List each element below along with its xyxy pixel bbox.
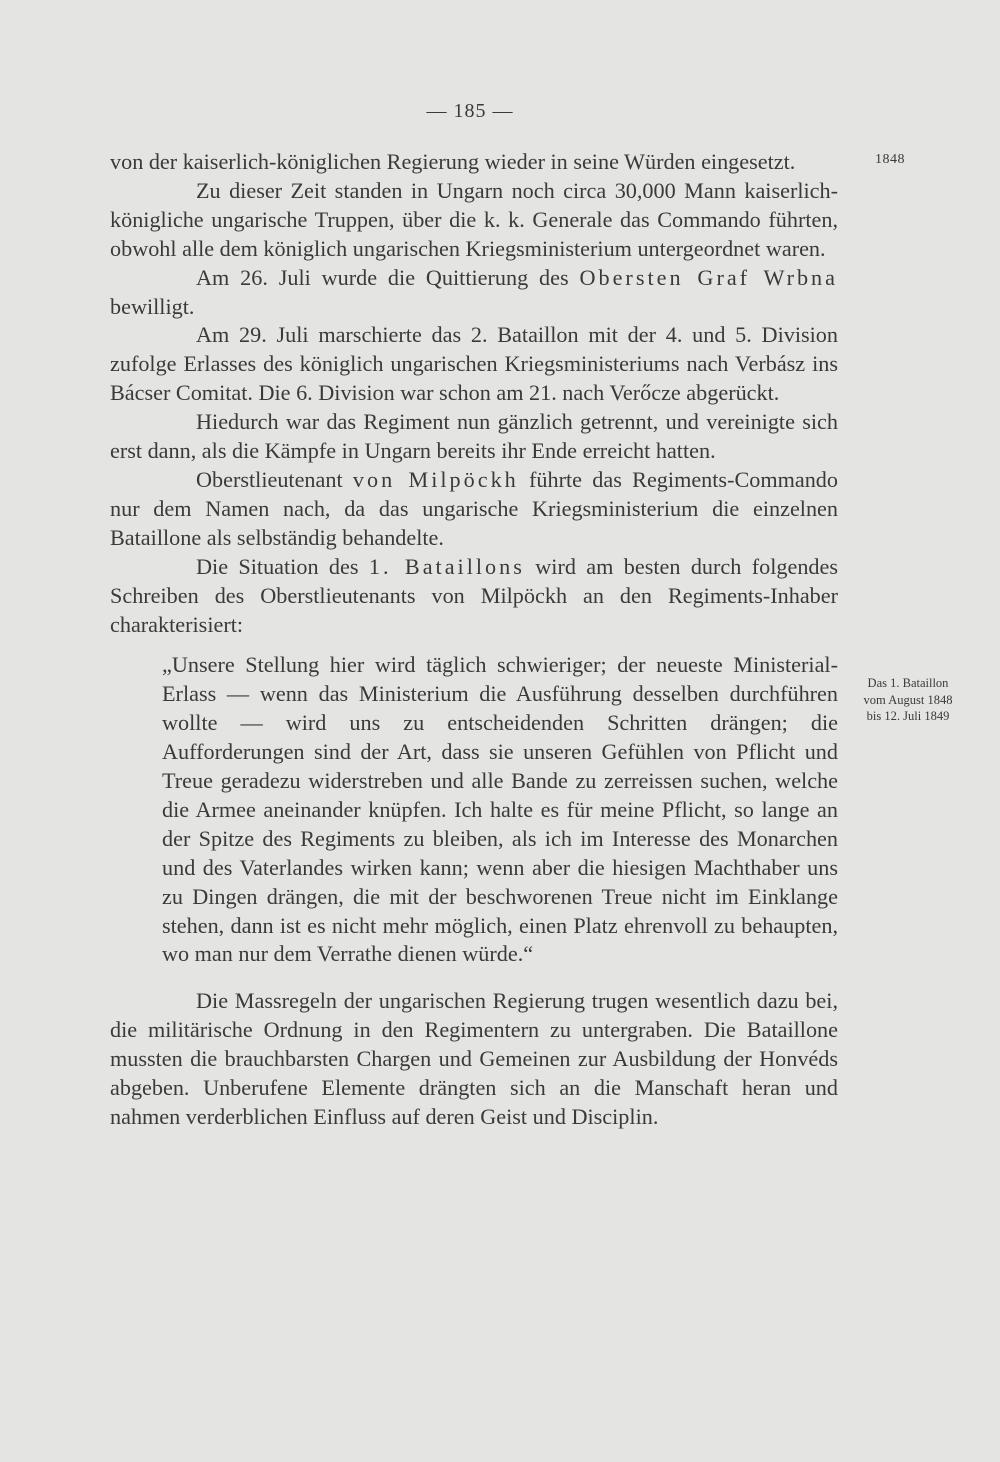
paragraph: Zu dieser Zeit standen in Ungarn noch circa 30,000 Mann kaiserlich-königliche ungarische Truppen, über die k. k. Generale das Commando führten, obwohl alle dem königlich ungarischen Kriegsministerium untergeordnet waren. (110, 177, 838, 261)
paragraph (110, 264, 838, 322)
paragraph: von der kaiserlich-königlichen Regierung wieder in seine Würden eingesetzt. (110, 149, 796, 174)
margin-note-line: vom August 1848 (863, 692, 953, 707)
spaced-name: Obersten Graf Wrbna (579, 264, 838, 290)
spaced-name: 1. Bataillons (368, 553, 525, 579)
text-span: Oberstlieutenant (196, 466, 353, 492)
paragraph (110, 466, 838, 553)
margin-note-line: Das 1. Bataillon (867, 676, 949, 690)
paragraph: Am 29. Juli marschierte das 2. Bataillon mit der 4. und 5. Division zufolge Erlasses des königlich ungarischen Kriegsministeriums nach Verbász ins Bácser Comitat. Die 6. Division war schon am 21. nach Verőcze abgerückt. (110, 322, 838, 406)
paragraph (110, 553, 838, 640)
block-quote (162, 651, 838, 969)
text-span: führte das Regiments-Commando nur dem Namen nach, da das ungarische Kriegsministerium die einzelnen Bataillone als selbständig behandelte. (110, 466, 838, 550)
spaced-name: von Milpöckh (352, 466, 519, 492)
text-span: Am 26. Juli wurde die Quittierung des (196, 264, 580, 290)
text-span: bewilligt. (110, 293, 195, 319)
body-text (110, 148, 838, 1132)
margin-note (848, 675, 968, 725)
page-number: — 185 — (426, 100, 514, 122)
margin-note-line: bis 12. Juli 1849 (866, 709, 950, 723)
paragraph: Die Massregeln der ungarischen Regierung trugen wesentlich dazu bei, die militärische Ordnung in den Regimentern zu untergraben. Die Bataillone mussten die brauchbarsten Chargen und Gemeinen zur Ausbildung der Honvéds abgeben. Unberufene Elemente drängten sich an die Manschaft heran und nahmen verderblichen Einfluss auf deren Geist und Disciplin. (110, 988, 838, 1129)
paragraph: Hiedurch war das Regiment nun gänzlich getrennt, und vereinigte sich erst dann, als die Kämpfe in Ungarn bereits ihr Ende erreicht hatten. (110, 409, 838, 464)
margin-year: 1848 (875, 152, 905, 167)
text-span: Die Situation des (196, 553, 369, 579)
text-span: wird am besten durch folgendes Schreiben des Oberstlieutenants von Milpöckh an den Regiments-Inhaber charakterisiert: (110, 553, 838, 637)
quote-text: „Unsere Stellung hier wird täglich schwieriger; der neueste Ministerial-Erlass — wenn das Ministerium die Ausführung desselben durchführen wollte — wird uns zu entscheidenden Schritten drängen; die Aufforderungen sind der Art, dass sie unseren Gefühlen von Pflicht und Treue geradezu widerstreben und alle Bande zu zerreissen suchen, welche die Armee aneinander knüpfen. Ich halte es für meine Pflicht, so lange an der Spitze des Regiments zu bleiben, als ich im Interesse des Monarchen und des Vaterlandes wirken kann; wenn aber die hiesigen Machthaber uns zu Dingen drängen, die mit der beschworenen Treue nicht im Einklange stehen, dann ist es nicht mehr möglich, einen Platz ehrenvoll zu behaupten, wo man nur dem Verrathe dienen würde.“ (162, 652, 838, 967)
